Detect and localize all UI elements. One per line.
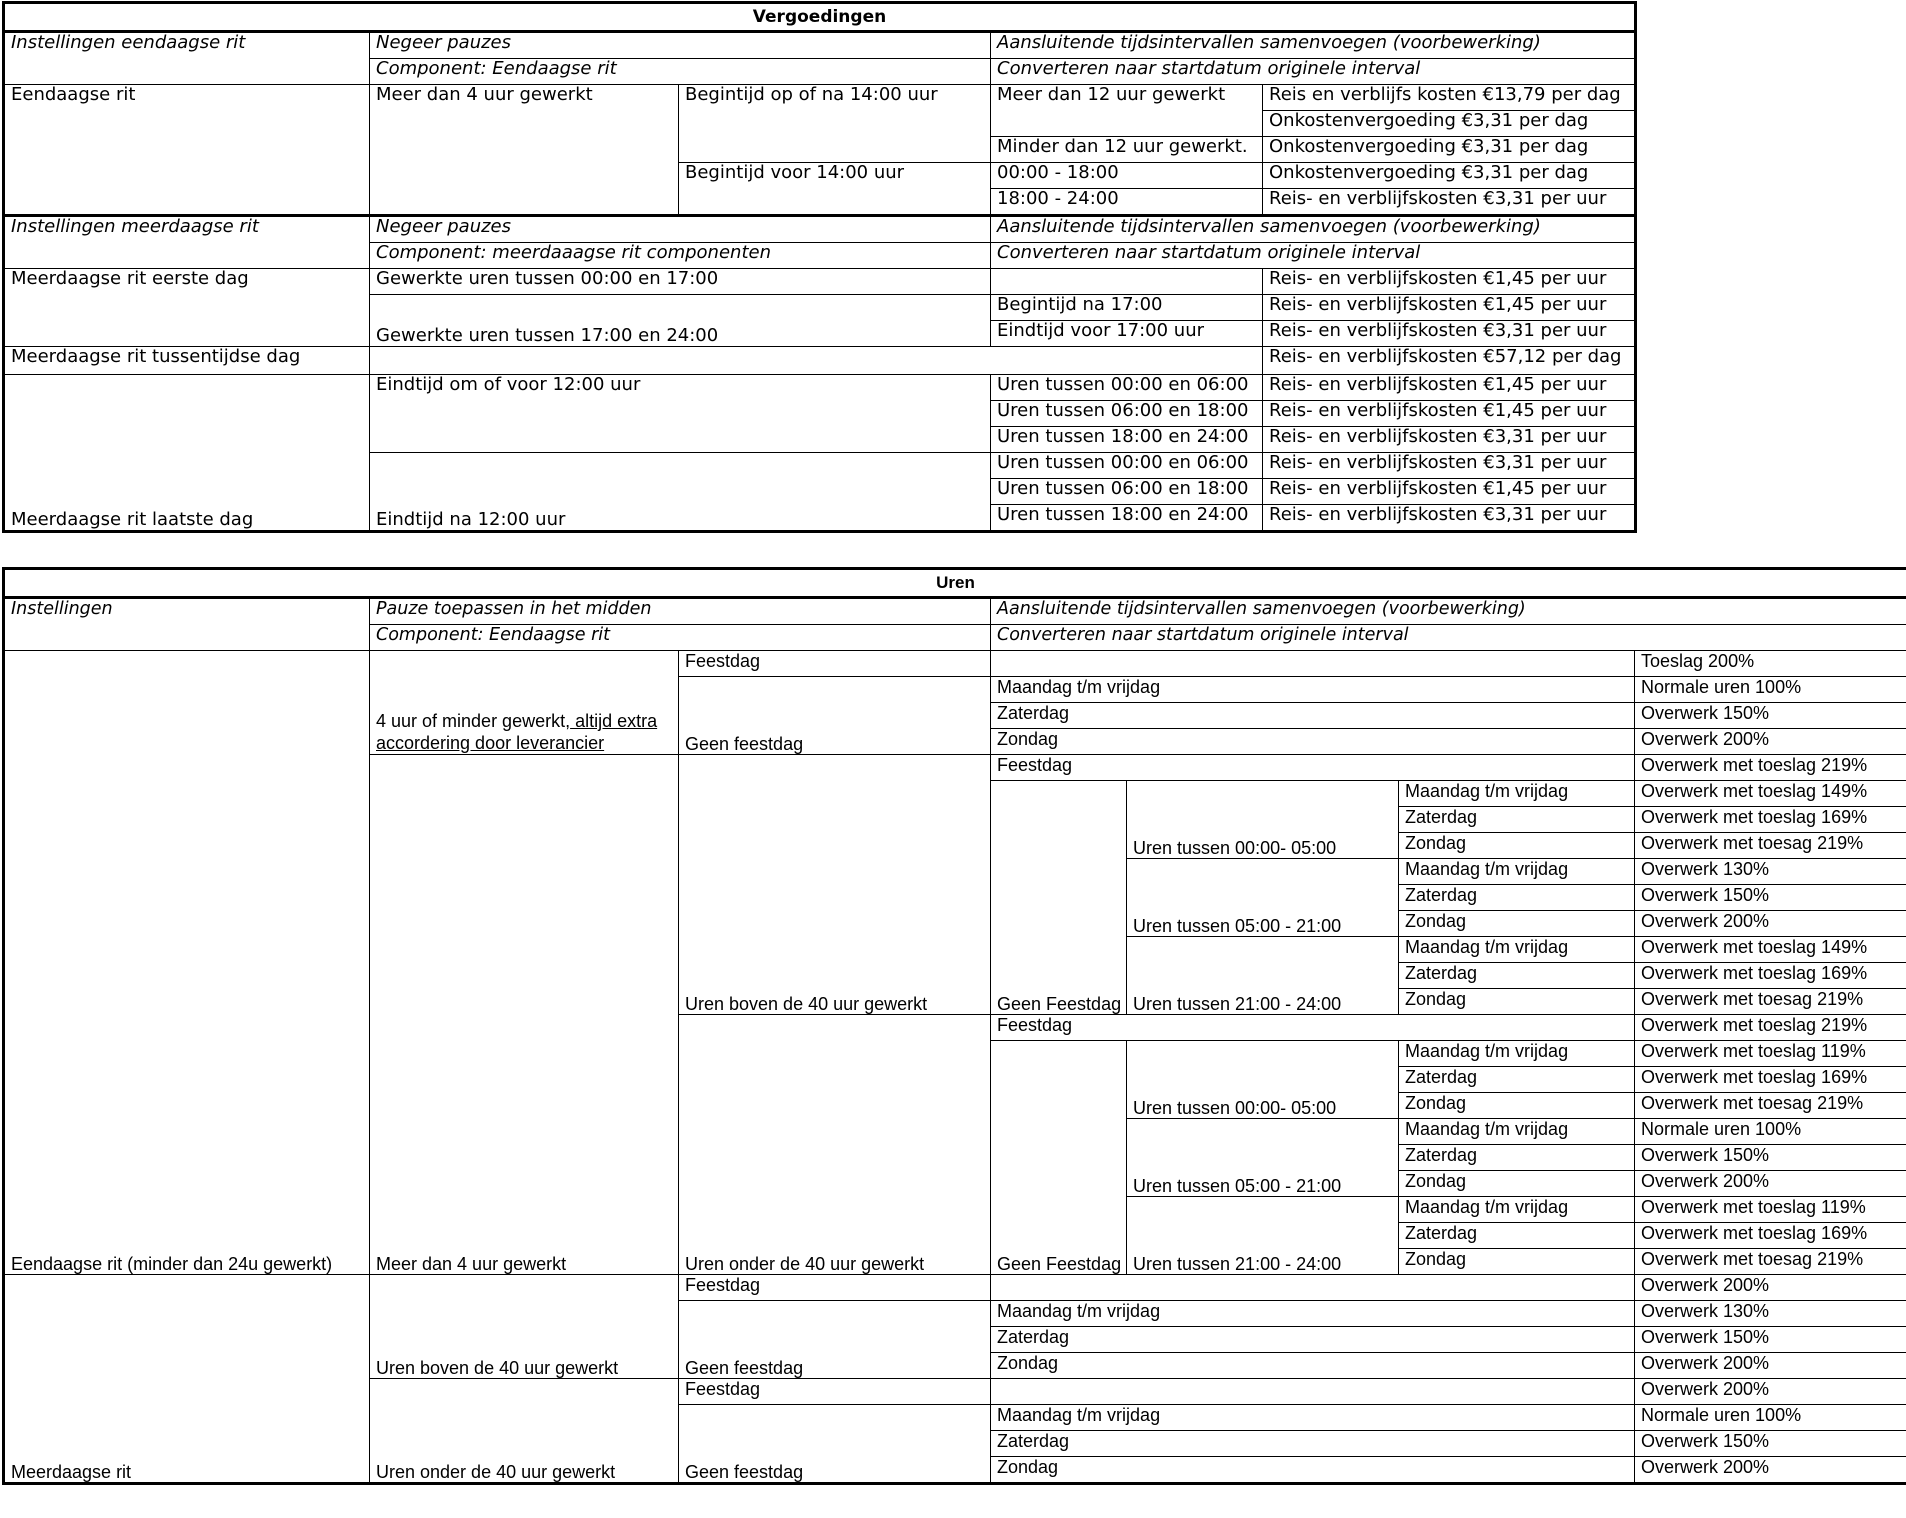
percentage-cell: Overwerk 200%: [1635, 911, 1906, 937]
vergoeding-cell: Reis en verblijfs kosten €13,79 per dag: [1263, 85, 1636, 111]
percentage-cell: Overwerk met toeslag 219%: [1635, 755, 1906, 781]
meer-dan-4-uur: Meer dan 4 uur gewerkt: [370, 755, 679, 1275]
vergoeding-cell: Reis- en verblijfskosten €1,45 per uur: [1263, 269, 1636, 295]
negeer-pauzes: Negeer pauzes: [370, 216, 991, 243]
percentage-cell: Overwerk 150%: [1635, 1145, 1906, 1171]
vergoeding-cell: Reis- en verblijfskosten €1,45 per uur: [1263, 401, 1636, 427]
day-label: Zaterdag: [991, 703, 1635, 729]
day-label: Zaterdag: [991, 1327, 1635, 1353]
component-label: Component: Eendaagse rit: [370, 59, 991, 85]
percentage-cell: Overwerk met toesag 219%: [1635, 1249, 1906, 1275]
onder-40-uur: Uren onder de 40 uur gewerkt: [679, 1015, 991, 1275]
aansluitende-tijdsintervallen: Aansluitende tijdsintervallen samenvoegen (voorbewerking): [991, 598, 1906, 625]
percentage-cell: Overwerk 150%: [1635, 1431, 1906, 1457]
pauze-midden: Pauze toepassen in het midden: [370, 598, 991, 625]
vergoeding-cell: Reis- en verblijfskosten €3,31 per uur: [1263, 189, 1636, 216]
percentage-cell: Overwerk met toeslag 149%: [1635, 781, 1906, 807]
tijd-21-24: Uren tussen 21:00 - 24:00: [1127, 1197, 1399, 1275]
day-label: Maandag t/m vrijdag: [1399, 859, 1635, 885]
feestdag-label: Feestdag: [991, 755, 1635, 781]
aansluitende-tijdsintervallen: Aansluitende tijdsintervallen samenvoegen (voorbewerking): [991, 216, 1636, 243]
percentage-cell: Overwerk met toeslag 219%: [1635, 1015, 1906, 1041]
day-label: Zaterdag: [1399, 1067, 1635, 1093]
boven-40-uur: Uren boven de 40 uur gewerkt: [370, 1275, 679, 1379]
percentage-cell: Overwerk 130%: [1635, 1301, 1906, 1327]
percentage-cell: Overwerk 150%: [1635, 1327, 1906, 1353]
feestdag-label: Feestdag: [679, 651, 991, 677]
percentage-cell: Overwerk 200%: [1635, 1275, 1906, 1301]
day-label: Zaterdag: [991, 1431, 1635, 1457]
day-label: Maandag t/m vrijdag: [1399, 937, 1635, 963]
day-label: Zondag: [991, 729, 1635, 755]
uren-18-24: Uren tussen 18:00 en 24:00: [991, 505, 1263, 532]
eendaags-settings-label: Instellingen eendaagse rit: [4, 32, 370, 85]
meerdaagse-eerste-dag: Meerdaagse rit eerste dag: [4, 269, 370, 347]
uren-table: [2, 567, 1906, 1485]
uren-00-06: Uren tussen 00:00 en 06:00: [991, 375, 1263, 401]
day-label: Zondag: [1399, 833, 1635, 859]
uren-06-18: Uren tussen 06:00 en 18:00: [991, 479, 1263, 505]
day-label: Zondag: [1399, 1093, 1635, 1119]
percentage-cell: Overwerk 200%: [1635, 1353, 1906, 1379]
vergoedingen-title: Vergoedingen: [4, 3, 1636, 32]
day-label: Maandag t/m vrijdag: [1399, 1041, 1635, 1067]
instellingen-label: Instellingen: [4, 598, 370, 651]
eindtijd-na-12: Eindtijd na 12:00 uur: [370, 453, 991, 532]
geen-feestdag-label: Geen Feestdag: [991, 1041, 1127, 1275]
day-label: Maandag t/m vrijdag: [1399, 781, 1635, 807]
meerdaagse-laatste-dag: Meerdaagse rit laatste dag: [4, 375, 370, 532]
meerdaags-settings-label: Instellingen meerdaagse rit: [4, 216, 370, 269]
gewerkt-00-17: Gewerkte uren tussen 00:00 en 17:00: [370, 269, 991, 295]
percentage-cell: Overwerk met toesag 219%: [1635, 989, 1906, 1015]
day-label: Maandag t/m vrijdag: [991, 677, 1635, 703]
percentage-cell: Normale uren 100%: [1635, 1119, 1906, 1145]
day-label: Zondag: [991, 1457, 1635, 1484]
percentage-cell: Overwerk met toesag 219%: [1635, 833, 1906, 859]
minder-dan-12-uur: Minder dan 12 uur gewerkt.: [991, 137, 1263, 163]
component-label: Component: meerdaaagse rit componenten: [370, 243, 991, 269]
vergoeding-cell: Onkostenvergoeding €3,31 per dag: [1263, 137, 1636, 163]
tijd-05-21: Uren tussen 05:00 - 21:00: [1127, 859, 1399, 937]
percentage-cell: Overwerk 200%: [1635, 1171, 1906, 1197]
day-label: Zondag: [1399, 911, 1635, 937]
component-label: Component: Eendaagse rit: [370, 625, 991, 651]
vergoeding-cell: Reis- en verblijfskosten €3,31 per uur: [1263, 427, 1636, 453]
vergoeding-cell: Onkostenvergoeding €3,31 per dag: [1263, 111, 1636, 137]
meerdaagse-tussentijdse-dag: Meerdaagse rit tussentijdse dag: [4, 347, 370, 375]
vergoeding-cell: Reis- en verblijfskosten €1,45 per uur: [1263, 479, 1636, 505]
begintijd-na-17: Begintijd na 17:00: [991, 295, 1263, 321]
day-label: Zaterdag: [1399, 963, 1635, 989]
feestdag-label: Feestdag: [991, 1015, 1635, 1041]
day-label: Zondag: [991, 1353, 1635, 1379]
vergoeding-cell: Reis- en verblijfskosten €57,12 per dag: [1263, 347, 1636, 375]
percentage-cell: Overwerk met toeslag 169%: [1635, 807, 1906, 833]
percentage-cell: Overwerk 200%: [1635, 1379, 1906, 1405]
percentage-cell: Toeslag 200%: [1635, 651, 1906, 677]
uren-title: Uren: [4, 569, 1906, 598]
vergoeding-cell: Onkostenvergoeding €3,31 per dag: [1263, 163, 1636, 189]
day-label: Zaterdag: [1399, 1223, 1635, 1249]
boven-40-uur: Uren boven de 40 uur gewerkt: [679, 755, 991, 1015]
geen-feestdag-label: Geen feestdag: [679, 1405, 991, 1484]
geen-feestdag-label: Geen feestdag: [679, 677, 991, 755]
day-label: Zondag: [1399, 1171, 1635, 1197]
uren-18-24: Uren tussen 18:00 en 24:00: [991, 427, 1263, 453]
day-label: Maandag t/m vrijdag: [1399, 1197, 1635, 1223]
begintijd-voor-14: Begintijd voor 14:00 uur: [679, 163, 991, 216]
uren-00-06: Uren tussen 00:00 en 06:00: [991, 453, 1263, 479]
percentage-cell: Overwerk met toeslag 169%: [1635, 1067, 1906, 1093]
negeer-pauzes: Negeer pauzes: [370, 32, 991, 59]
tijd-18-24: 18:00 - 24:00: [991, 189, 1263, 216]
gewerkt-17-24: Gewerkte uren tussen 17:00 en 24:00: [370, 295, 991, 347]
day-label: Maandag t/m vrijdag: [1399, 1119, 1635, 1145]
vergoeding-cell: Reis- en verblijfskosten €3,31 per uur: [1263, 505, 1636, 532]
percentage-cell: Overwerk 130%: [1635, 859, 1906, 885]
eendaagse-rit-label: Eendaagse rit: [4, 85, 370, 216]
vergoeding-cell: Reis- en verblijfskosten €3,31 per uur: [1263, 321, 1636, 347]
tijd-21-24: Uren tussen 21:00 - 24:00: [1127, 937, 1399, 1015]
meer-dan-4-uur: Meer dan 4 uur gewerkt: [370, 85, 679, 216]
converteren-label: Converteren naar startdatum originele interval: [991, 625, 1906, 651]
begintijd-na-14: Begintijd op of na 14:00 uur: [679, 85, 991, 163]
day-label: Zaterdag: [1399, 1145, 1635, 1171]
percentage-cell: Overwerk 200%: [1635, 1457, 1906, 1484]
percentage-cell: Overwerk met toeslag 169%: [1635, 1223, 1906, 1249]
percentage-cell: Overwerk met toesag 219%: [1635, 1093, 1906, 1119]
eendaagse-rit-label: Eendaagse rit (minder dan 24u gewerkt): [4, 651, 370, 1275]
tijd-00-05: Uren tussen 00:00- 05:00: [1127, 1041, 1399, 1119]
aansluitende-tijdsintervallen: Aansluitende tijdsintervallen samenvoegen (voorbewerking): [991, 32, 1636, 59]
eindtijd-voor-17: Eindtijd voor 17:00 uur: [991, 321, 1263, 347]
meerdaagse-rit-label: Meerdaagse rit: [4, 1275, 370, 1484]
day-label: Maandag t/m vrijdag: [991, 1405, 1635, 1431]
vergoedingen-table: [2, 1, 1637, 533]
tijd-05-21: Uren tussen 05:00 - 21:00: [1127, 1119, 1399, 1197]
day-label: Zondag: [1399, 989, 1635, 1015]
day-label: Maandag t/m vrijdag: [991, 1301, 1635, 1327]
converteren-label: Converteren naar startdatum originele interval: [991, 59, 1636, 85]
percentage-cell: Overwerk 150%: [1635, 703, 1906, 729]
vier-uur-of-minder: 4 uur of minder gewerkt, altijd extra accordering door leverancier: [370, 651, 679, 755]
day-label: Zaterdag: [1399, 807, 1635, 833]
vergoeding-cell: Reis- en verblijfskosten €1,45 per uur: [1263, 295, 1636, 321]
percentage-cell: Overwerk 200%: [1635, 729, 1906, 755]
vergoeding-cell: Reis- en verblijfskosten €3,31 per uur: [1263, 453, 1636, 479]
geen-feestdag-label: Geen feestdag: [679, 1301, 991, 1379]
percentage-cell: Overwerk met toeslag 169%: [1635, 963, 1906, 989]
feestdag-label: Feestdag: [679, 1379, 991, 1405]
percentage-cell: Overwerk 150%: [1635, 885, 1906, 911]
eindtijd-voor-12: Eindtijd om of voor 12:00 uur: [370, 375, 991, 453]
percentage-cell: Overwerk met toeslag 119%: [1635, 1197, 1906, 1223]
uren-06-18: Uren tussen 06:00 en 18:00: [991, 401, 1263, 427]
geen-feestdag-label: Geen Feestdag: [991, 781, 1127, 1015]
onder-40-uur: Uren onder de 40 uur gewerkt: [370, 1379, 679, 1484]
percentage-cell: Overwerk met toeslag 119%: [1635, 1041, 1906, 1067]
percentage-cell: Overwerk met toeslag 149%: [1635, 937, 1906, 963]
vergoeding-cell: Reis- en verblijfskosten €1,45 per uur: [1263, 375, 1636, 401]
tijd-00-05: Uren tussen 00:00- 05:00: [1127, 781, 1399, 859]
converteren-label: Converteren naar startdatum originele interval: [991, 243, 1636, 269]
day-label: Zaterdag: [1399, 885, 1635, 911]
feestdag-label: Feestdag: [679, 1275, 991, 1301]
meer-dan-12-uur: Meer dan 12 uur gewerkt: [991, 85, 1263, 137]
tijd-00-18: 00:00 - 18:00: [991, 163, 1263, 189]
day-label: Zondag: [1399, 1249, 1635, 1275]
percentage-cell: Normale uren 100%: [1635, 1405, 1906, 1431]
percentage-cell: Normale uren 100%: [1635, 677, 1906, 703]
